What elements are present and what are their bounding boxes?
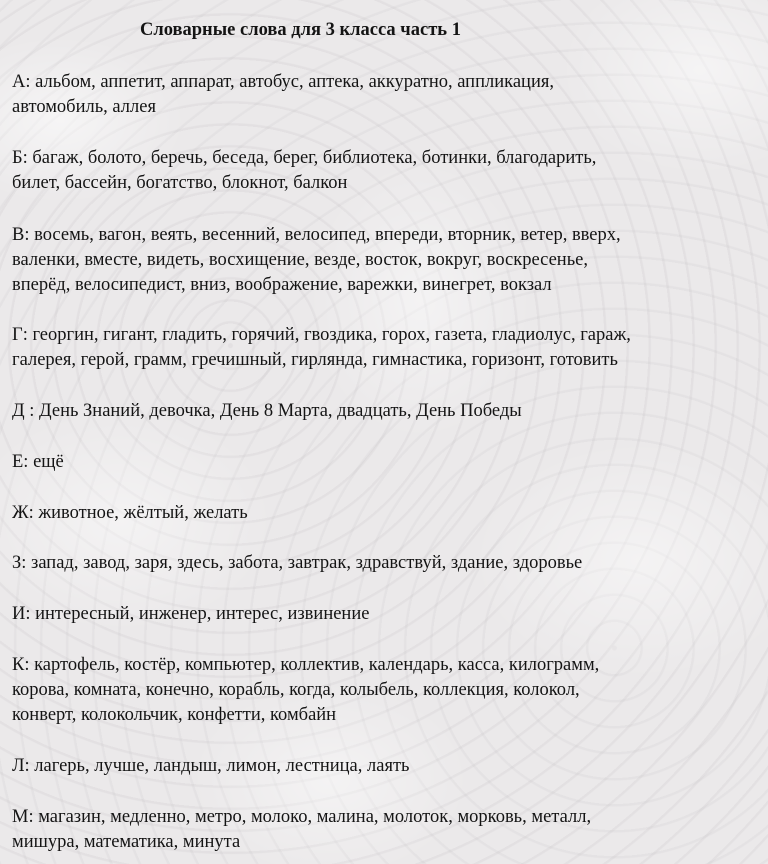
text-line: К: картофель, костёр, компьютер, коллектив, календарь, касса, килограмм, — [12, 655, 600, 675]
text-line: галерея, герой, грамм, гречишный, гирлянда, гимнастика, горизонт, готовить — [12, 350, 618, 370]
section-i — [12, 602, 756, 627]
text-line: корова, комната, конечно, корабль, когда, колыбель, коллекция, колокол, — [12, 680, 580, 700]
section-v — [12, 223, 756, 298]
section-e — [12, 450, 756, 475]
section-d — [12, 399, 756, 424]
section-b — [12, 146, 756, 196]
section-g — [12, 323, 756, 373]
text-line: валенки, вместе, видеть, восхищение, везде, восток, вокруг, воскресенье, — [12, 250, 588, 270]
text-line: Д : День Знаний, девочка, День 8 Марта, двадцать, День Победы — [12, 401, 522, 421]
text-line: Г: георгин, гигант, гладить, горячий, гвоздика, горох, газета, гладиолус, гараж, — [12, 325, 631, 345]
section-a — [12, 70, 756, 120]
text-line: Е: ещё — [12, 452, 64, 472]
page-title: Словарные слова для 3 класса часть 1 — [140, 20, 461, 40]
section-m — [12, 805, 756, 855]
text-line: конверт, колокольчик, конфетти, комбайн — [12, 705, 337, 725]
text-line: Л: лагерь, лучше, ландыш, лимон, лестница, лаять — [12, 756, 410, 776]
text-line: мишура, математика, минута — [12, 832, 241, 852]
text-line: билет, бассейн, богатство, блокнот, балкон — [12, 173, 348, 193]
text-line: автомобиль, аллея — [12, 97, 156, 117]
text-line: М: магазин, медленно, метро, молоко, малина, молоток, морковь, металл, — [12, 807, 592, 827]
section-z — [12, 551, 756, 576]
section-k — [12, 653, 756, 728]
section-l — [12, 754, 756, 779]
text-line: В: восемь, вагон, веять, весенний, велосипед, впереди, вторник, ветер, вверх, — [12, 225, 621, 245]
section-zh — [12, 501, 756, 526]
text-line: Ж: животное, жёлтый, желать — [12, 503, 248, 523]
text-line: И: интересный, инженер, интерес, извинение — [12, 604, 370, 624]
text-line: А: альбом, аппетит, аппарат, автобус, аптека, аккуратно, аппликация, — [12, 72, 554, 92]
text-line: вперёд, велосипедист, вниз, воображение, варежки, винегрет, вокзал — [12, 275, 552, 295]
text-line: З: запад, завод, заря, здесь, забота, завтрак, здравствуй, здание, здоровье — [12, 553, 583, 573]
text-line: Б: багаж, болото, беречь, беседа, берег, библиотека, ботинки, благодарить, — [12, 148, 597, 168]
